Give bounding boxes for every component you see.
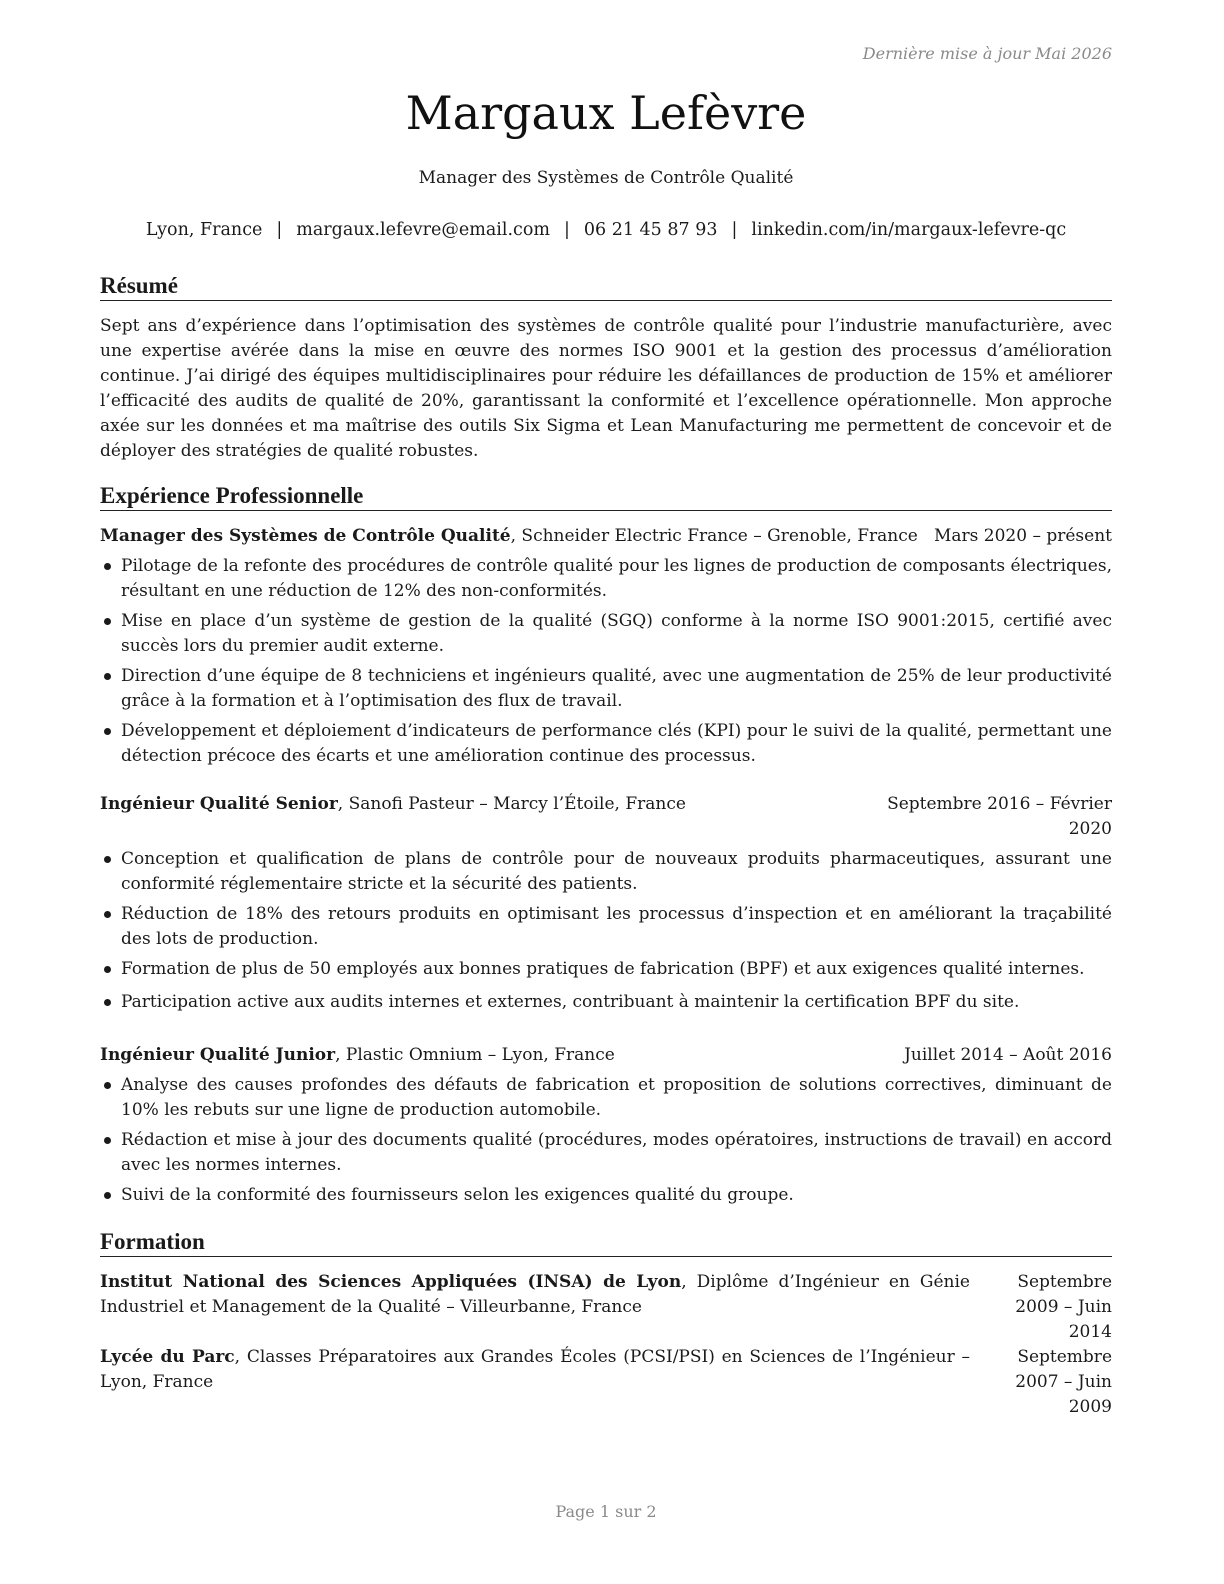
list-item: Rédaction et mise à jour des documents qualité (procédures, modes opératoires, instructions de travail) en accord avec les normes internes. [100,1128,1112,1178]
education-detail: , Diplôme d’Ingénieur en Génie Industriel et Management de la Qualité – Villeurbanne, France [100,1272,970,1317]
contact-linkedin[interactable]: linkedin.com/in/margaux-lefevre-qc [751,220,1067,240]
job-title: Manager des Systèmes de Contrôle Qualité [100,526,511,546]
contact-separator: | [731,220,738,240]
summary-text: Sept ans d’expérience dans l’optimisation des systèmes de contrôle qualité pour l’industrie manufacturière, avec une expertise avérée dans la mise en œuvre des normes ISO 9001 et la gestion des processus d’amélioration continue. J’ai dirigé des équipes multidisciplinaires pour réduire les défaillances de production de 15% et améliorer l’efficacité des audits de qualité de 20%, garantissant la conformité et l’excellence opérationnelle. Mon approche axée sur les données et ma maîtrise des outils Six Sigma et Lean Manufacturing me permettent de concevoir et de déployer des stratégies de qualité robustes. [100,316,1112,461]
job-header [100,792,1112,839]
list-item: Participation active aux audits internes et externes, contribuant à maintenir la certification BPF du site. [100,990,1112,1015]
education-dates: Septembre 2009 – Juin 2014 [1015,1272,1112,1342]
list-item: Pilotage de la refonte des procédures de contrôle qualité pour les lignes de production de composants électriques, résultant en une réduction de 12% des non-conformités. [100,554,1112,604]
education-item [100,1270,1112,1342]
education-school: Lycée du Parc [100,1347,235,1367]
list-item: Mise en place d’un système de gestion de la qualité (SGQ) conforme à la norme ISO 9001:2015, certifié avec succès lors du premier audit externe. [100,609,1112,659]
candidate-role: Manager des Systèmes de Contrôle Qualité [418,168,794,188]
job-dates: Septembre 2016 – Février 2020 [887,794,1112,839]
list-item: Développement et déploiement d’indicateurs de performance clés (KPI) pour le suivi de la qualité, permettant une détection précoce des écarts et une amélioration continue des processus. [100,719,1112,769]
job-dates: Mars 2020 – présent [933,526,1112,546]
list-item: Suivi de la conformité des fournisseurs selon les exigences qualité du groupe. [100,1183,1112,1208]
list-item: Analyse des causes profondes des défauts de fabrication et proposition de solutions correctives, diminuant de 10% les rebuts sur une ligne de production automobile. [100,1073,1112,1123]
job-company: , Sanofi Pasteur – Marcy l’Étoile, France [337,794,686,814]
job-company: , Schneider Electric France – Grenoble, France [510,526,918,546]
list-item: Conception et qualification de plans de contrôle pour de nouveaux produits pharmaceutiques, assurant une conformité réglementaire stricte et la sécurité des patients. [100,847,1112,897]
page-number: Page 1 sur 2 [555,1502,657,1521]
contact-separator: | [276,220,283,240]
job-header [100,1043,1112,1068]
education-detail: , Classes Préparatoires aux Grandes Écoles (PCSI/PSI) en Sciences de l’Ingénieur – Lyon, France [100,1347,970,1392]
job-bullets [100,554,1112,774]
contact-line [100,220,1112,240]
experience-heading: Expérience Professionnelle [100,482,1112,511]
job-title: Ingénieur Qualité Junior [100,1045,336,1065]
candidate-name: Margaux Lefèvre [405,86,807,140]
last-updated: Dernière mise à jour Mai 2026 [862,44,1112,63]
job-title: Ingénieur Qualité Senior [100,794,338,814]
education-dates: Septembre 2007 – Juin 2009 [1015,1347,1112,1417]
contact-email[interactable]: margaux.lefevre@email.com [296,220,550,240]
job-bullets [100,1073,1112,1213]
education-item [100,1345,1112,1417]
job-dates: Juillet 2014 – Août 2016 [904,1045,1112,1065]
contact-location: Lyon, France [145,220,263,240]
job-bullets [100,847,1112,1020]
contact-separator: | [563,220,570,240]
list-item: Réduction de 18% des retours produits en optimisant les processus d’inspection et en améliorant la traçabilité des lots de production. [100,902,1112,952]
list-item: Formation de plus de 50 employés aux bonnes pratiques de fabrication (BPF) et aux exigences qualité internes. [100,957,1112,982]
summary-heading: Résumé [100,272,1112,301]
education-school: Institut National des Sciences Appliquées (INSA) de Lyon [100,1272,682,1292]
job-header [100,524,1112,549]
contact-phone: 06 21 45 87 93 [583,220,718,240]
job-company: , Plastic Omnium – Lyon, France [335,1045,615,1065]
list-item: Direction d’une équipe de 8 techniciens et ingénieurs qualité, avec une augmentation de 25% de leur productivité grâce à la formation et à l’optimisation des flux de travail. [100,664,1112,714]
education-heading: Formation [100,1228,1112,1257]
